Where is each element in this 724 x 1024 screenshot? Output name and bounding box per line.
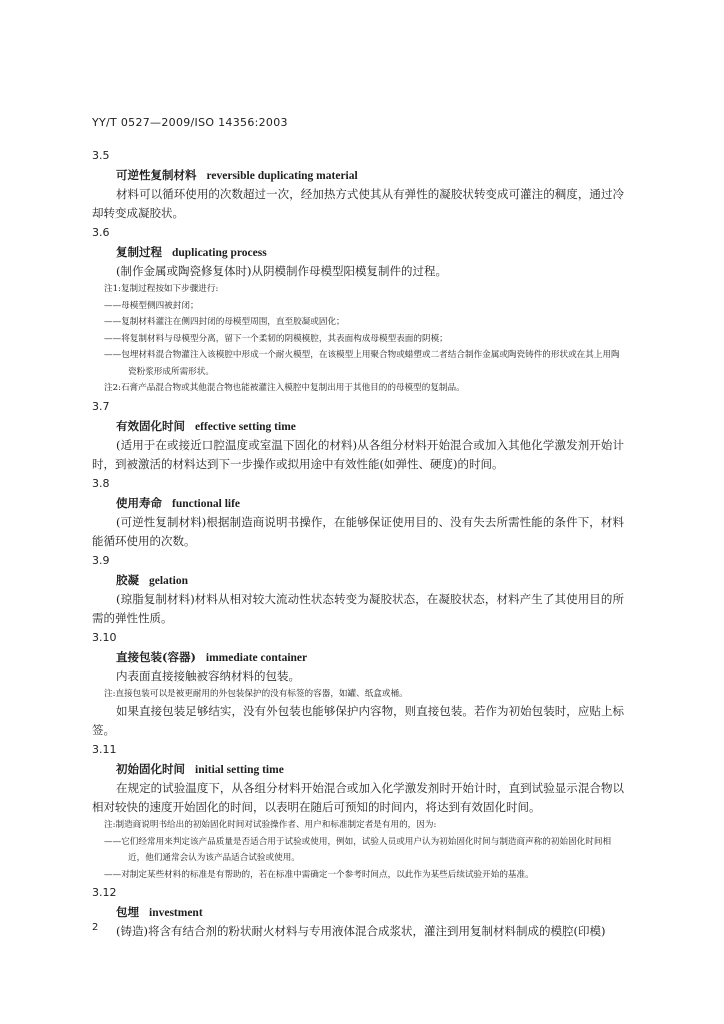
term-zh: 直接包装(容器) [116, 649, 196, 664]
term-heading [92, 570, 624, 590]
term-heading [92, 165, 624, 185]
section-number: 3.10 [92, 630, 117, 644]
definition: (制作金属或陶瓷修复体时)从阴模制作母模型阳模复制件的过程。 [116, 264, 447, 278]
term-zh: 复制过程 [116, 245, 162, 259]
page-content [92, 146, 624, 941]
definition: 材料可以循环使用的次数超过一次，经加热方式使其从有弹性的凝胶状转变成可灌注的稠度，通过冷却转变成凝胶状。 [92, 187, 624, 220]
section-number: 3.9 [92, 553, 110, 567]
term-heading [92, 493, 624, 513]
term-zh: 使用寿命 [116, 495, 162, 510]
section-number: 3.5 [92, 149, 110, 162]
term-heading [92, 647, 624, 667]
term-zh: 可逆性复制材料 [116, 168, 197, 182]
term-en: reversible duplicating material [206, 170, 358, 182]
note-list-item: ——母模型侧四被封闭； [104, 300, 199, 311]
term-zh: 包埋 [116, 905, 139, 919]
definition: (可逆性复制材料)根据制造商说明书操作，在能够保证使用目的、没有失去所需性能的条件下，材料能循环使用的次数。 [92, 514, 624, 548]
term-en: duplicating process [172, 247, 267, 259]
definition: (铸造)将含有结合剂的粉状耐火材料与专用液体混合成浆状，灌注到用复制材料制成的模腔(印模) [116, 924, 606, 938]
term-heading [92, 242, 624, 262]
term-en: effective setting time [195, 420, 296, 433]
note: 注:直接包装可以是被更耐用的外包装保护的没有标签的容器，如罐、纸盒或桶。 [104, 688, 408, 699]
note-list-item: ——复制材料灌注在侧四封闭的母模型周围，直至胶凝或固化； [104, 317, 345, 327]
standard-header: YY/T 0527—2009/ISO 14356:2003 [92, 116, 288, 129]
term-en: investment [149, 907, 203, 919]
paragraph: 如果直接包装足够结实，没有外包装也能够保护内容物，则直接包装。若作为初始包装时，应贴上标签。 [92, 704, 624, 737]
term-zh: 有效固化时间 [116, 418, 185, 433]
definition: 在规定的试验温度下，从各组分材料开始混合或加入化学激发剂时开始计时，直到试验显示混合物以相对较快的速度开始固化的时间，以表明在随后可预知的时间内，将达到有效固化时间。 [92, 781, 624, 814]
term-heading [92, 416, 624, 436]
term-en: gelation [149, 574, 188, 587]
term-heading [92, 759, 624, 779]
section-number: 3.12 [92, 886, 117, 899]
note: 注:制造商说明书给出的初始固化时间对试验操作者、用户和标准制定者是有用的，因为: [104, 820, 437, 830]
page-number: 2 [92, 922, 99, 933]
note-list-item: ——它们经常用来判定该产品质量是否适合用于试验或使用，例如，试验人员或用户认为初始固化时间与制造商声称的初始固化时间相近，他们通常会认为该产品适合试验或使用。 [104, 836, 612, 863]
term-en: initial setting time [195, 764, 284, 776]
note-list-item: ——将复制材料与母模型分离，留下一个柔韧的阴模模腔，其表面构成母模型表面的阴模； [104, 333, 448, 344]
definition: 内表面直接接触被容纳材料的包装。 [116, 668, 300, 683]
section-number: 3.8 [92, 476, 110, 490]
note-list-item: ——对制定某些材料的标准是有帮助的，若在标准中需确定一个参考时间点，以此作为某些后续试验开始的基准。 [104, 869, 534, 880]
section-number: 3.6 [92, 226, 110, 239]
term-heading [92, 902, 624, 922]
term-zh: 初始固化时间 [116, 762, 185, 776]
section-number: 3.7 [92, 399, 110, 413]
term-zh: 胶凝 [116, 572, 139, 587]
section-number: 3.11 [92, 743, 117, 756]
definition: (适用于在或接近口腔温度或室温下固化的材料)从各组分材料开始混合或加入其他化学激发剂开始计时，到被激活的材料达到下一步操作或拟用途中有效性能(如弹性、硬度)的时间。 [92, 437, 624, 471]
note-list-item: ——包埋材料混合物灌注入该模腔中形成一个耐火模型，在该模型上用聚合物或蜡塑或二者结合制作金属或陶瓷铸件的形状或在其上用陶瓷粉浆形成所需形状。 [104, 350, 620, 377]
term-en: immediate container [205, 651, 308, 664]
term-en: functional life [172, 497, 241, 510]
definition: (琼脂复制材料)材料从相对较大流动性状态转变为凝胶状态，在凝胶状态，材料产生了其使用目的所需的弹性性质。 [92, 591, 624, 625]
note: 注1:复制过程按如下步骤进行: [104, 284, 219, 294]
note: 注2:石膏产品混合物或其他混合物也能被灌注入模腔中复制出用于其他目的的母模型的复制品。 [104, 383, 465, 393]
